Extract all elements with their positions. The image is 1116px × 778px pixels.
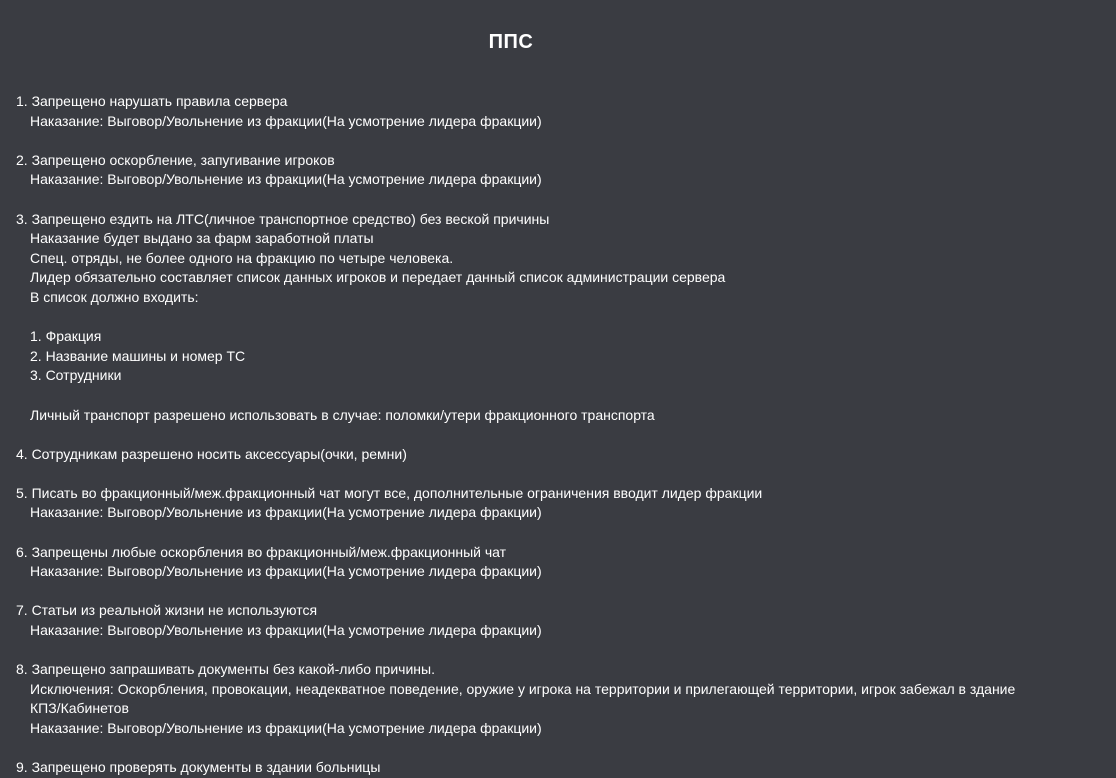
- spacer: [16, 523, 1116, 543]
- rule-7: 7. Статьи из реальной жизни не используются: [16, 602, 318, 619]
- rule-8-line-1: Исключения: Оскорбления, провокации, неадекватное поведение, оружие у игрока на территории и прилегающей территории, игрок забежал в здание: [30, 680, 1016, 697]
- rule-3-line-3: Лидер обязательно составляет список данных игроков и передает данный список администрации сервера: [30, 269, 726, 286]
- rule-8-penalty: Наказание: Выговор/Увольнение из фракции(На усмотрение лидера фракции): [30, 720, 542, 736]
- spacer: [16, 739, 1116, 759]
- rule-3-line-1: Наказание будет выдано за фарм заработной платы: [30, 230, 374, 247]
- spacer: [16, 582, 1116, 602]
- rule-1: 1. Запрещено нарушать правила сервера: [16, 93, 288, 109]
- rule-3: 3. Запрещено ездить на ЛТС(личное транспортное средство) без веской причины: [16, 210, 550, 227]
- rule-4: 4. Сотрудникам разрешено носить аксессуары(очки, ремни): [16, 445, 407, 462]
- spacer: [16, 386, 1116, 406]
- rule-3-item-3: 3. Сотрудники: [30, 367, 122, 384]
- rule-3-line-5: Личный транспорт разрешено использовать в случае: поломки/утери фракционного транспорта: [30, 406, 655, 423]
- spacer: [16, 308, 1116, 328]
- rule-7-penalty: Наказание: Выговор/Увольнение из фракции(На усмотрение лидера фракции): [30, 622, 542, 639]
- rule-9: 9. Запрещено проверять документы в здании больницы: [16, 759, 381, 776]
- rule-5: 5. Писать во фракционный/меж.фракционный чат могут все, дополнительные ограничения вводит лидер фракции: [16, 484, 763, 501]
- rule-8-line-2: КПЗ/Кабинетов: [30, 700, 129, 717]
- spacer: [16, 464, 1116, 484]
- rule-2-penalty: Наказание: Выговор/Увольнение из фракции(На усмотрение лидера фракции): [30, 171, 542, 188]
- rule-3-item-1: 1. Фракция: [30, 328, 102, 345]
- rule-8: 8. Запрещено запрашивать документы без какой-либо причины.: [16, 661, 435, 678]
- rule-1-penalty: Наказание: Выговор/Увольнение из фракции(На усмотрение лидера фракции): [30, 112, 542, 129]
- rule-2: 2. Запрещено оскорбление, запугивание игроков: [16, 151, 335, 168]
- spacer: [16, 131, 1116, 151]
- spacer: [16, 425, 1116, 445]
- spacer: [16, 641, 1116, 661]
- rule-3-item-2: 2. Название машины и номер ТС: [30, 347, 246, 364]
- rule-6-penalty: Наказание: Выговор/Увольнение из фракции(На усмотрение лидера фракции): [30, 563, 542, 580]
- spacer: [16, 190, 1116, 210]
- rule-3-line-2: Спец. отряды, не более одного на фракцию по четыре человека.: [30, 249, 454, 266]
- rule-3-line-4: В список должно входить:: [30, 288, 199, 305]
- page-title: ППС: [488, 31, 534, 53]
- rule-5-penalty: Наказание: Выговор/Увольнение из фракции(На усмотрение лидера фракции): [30, 504, 542, 521]
- rule-6: 6. Запрещены любые оскорбления во фракционный/меж.фракционный чат: [16, 543, 507, 560]
- rules-list: [16, 92, 1116, 778]
